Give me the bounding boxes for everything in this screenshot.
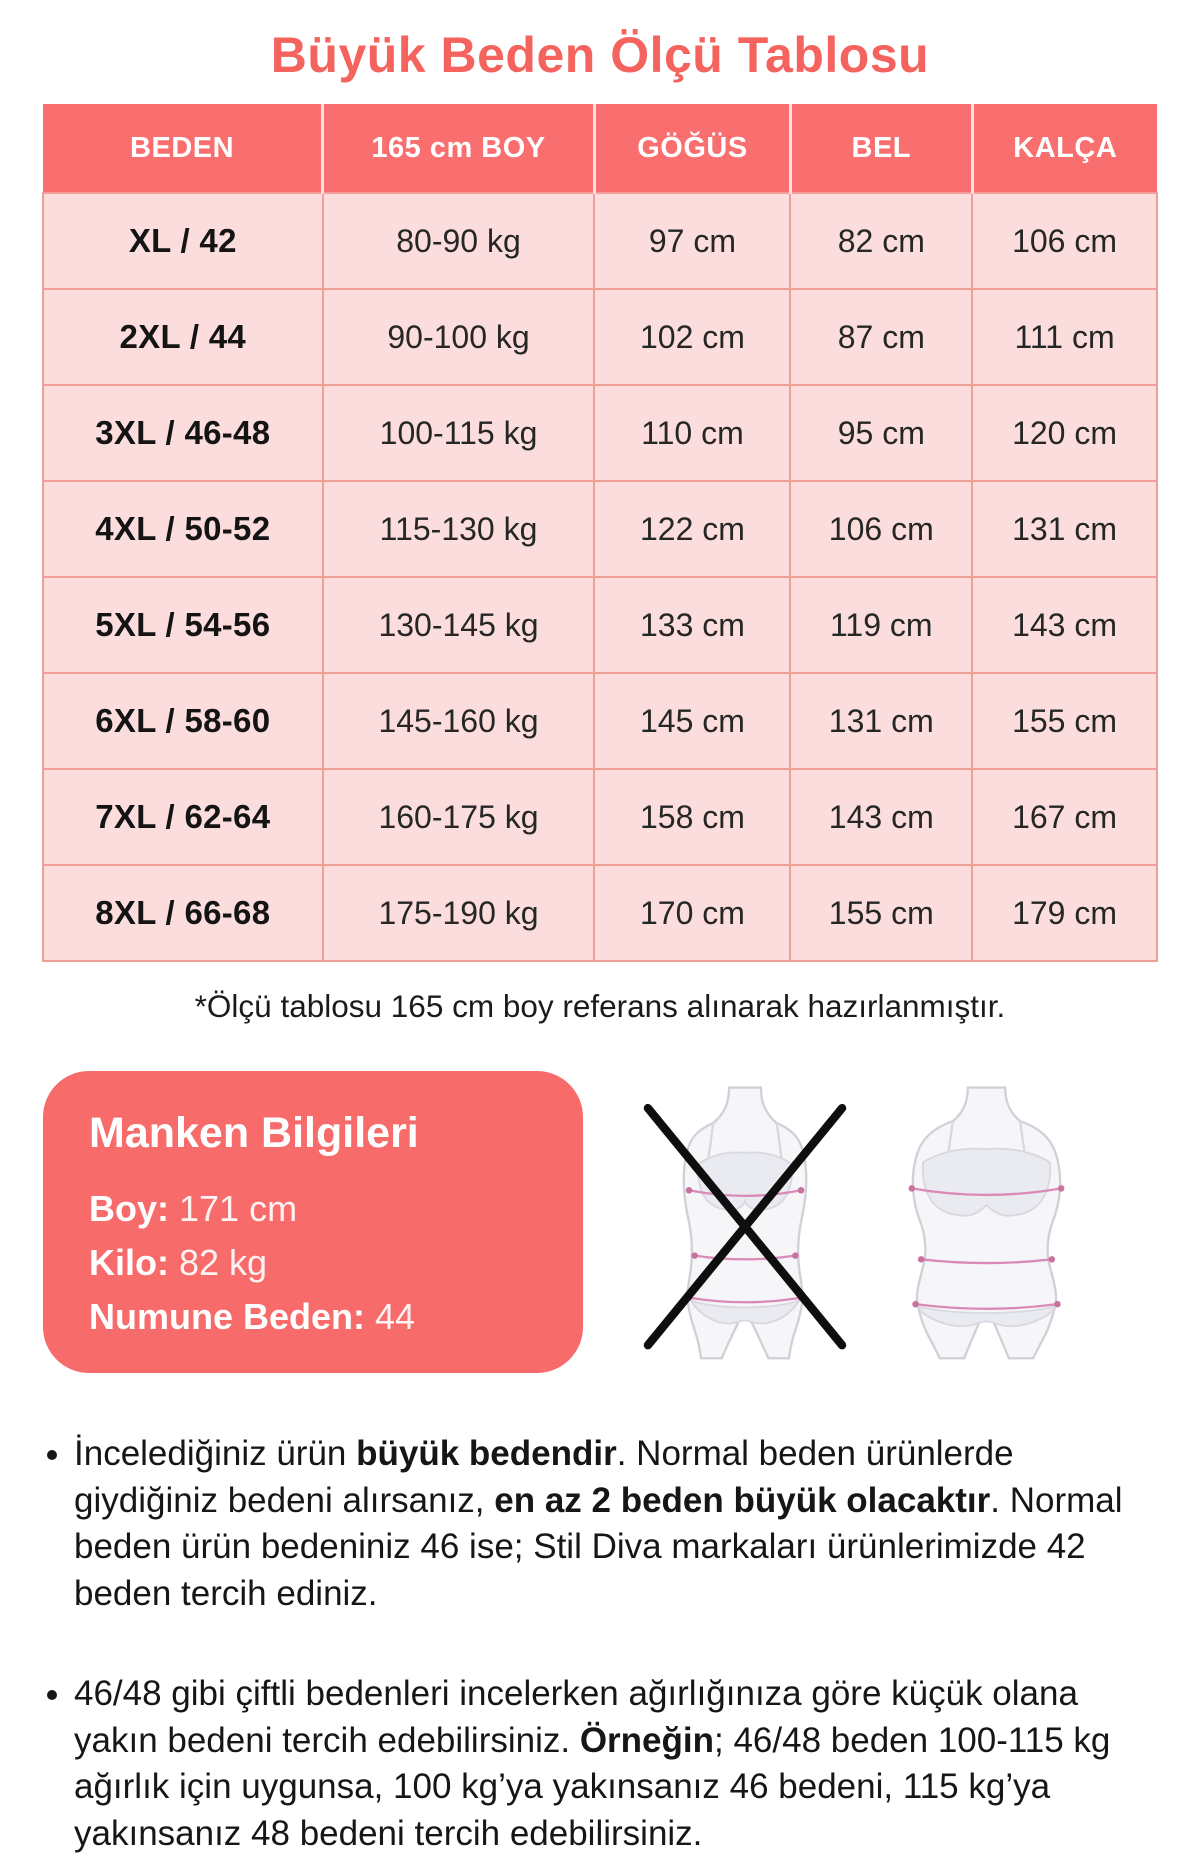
table-footnote: *Ölçü tablosu 165 cm boy referans alınarak hazırlanmıştır.: [194, 988, 1006, 1024]
cell-boy: 115-130 kg: [323, 481, 595, 577]
cell-boy: 130-145 kg: [323, 577, 595, 673]
note-item-double-size: [74, 1671, 1156, 1857]
cell-kalca: 167 cm: [972, 769, 1157, 865]
table-row: [43, 193, 1157, 289]
col-header-boy: 165 cm BOY: [323, 104, 595, 193]
cell-boy: 145-160 kg: [323, 673, 595, 769]
cell-bel: 155 cm: [790, 865, 972, 961]
col-header-kalca: KALÇA: [972, 104, 1157, 193]
plus-size-body-icon: [874, 1082, 1099, 1362]
cell-bel: 143 cm: [790, 769, 972, 865]
note-segment: 46/48 gibi çiftli bedenleri incelerken ağırlığınıza göre küçük olana yakın bedeni tercih edebilirsiniz.: [74, 1674, 1078, 1760]
model-height-value: 171 cm: [179, 1188, 298, 1229]
cell-bel: 106 cm: [790, 481, 972, 577]
cell-kalca: 120 cm: [972, 385, 1157, 481]
note-segment: . Normal beden ürün bedeniniz 46 ise; Stil Diva markaları ürünlerimizde 42 beden tercih ediniz.: [74, 1480, 1123, 1613]
cell-gogus: 102 cm: [594, 289, 790, 385]
note-segment: . Normal beden ürünlerde giydiğiniz bedeni alırsanız,: [74, 1434, 1014, 1520]
model-sample-size-value: 44: [375, 1296, 416, 1337]
cell-beden: 3XL / 46-48: [43, 385, 323, 481]
cell-bel: 131 cm: [790, 673, 972, 769]
cell-kalca: 179 cm: [972, 865, 1157, 961]
cell-kalca: 106 cm: [972, 193, 1157, 289]
model-info-card: [43, 1071, 583, 1373]
size-table-header: [43, 104, 1157, 193]
cell-boy: 90-100 kg: [323, 289, 595, 385]
cell-beden: 2XL / 44: [43, 289, 323, 385]
size-table-body: [43, 193, 1157, 961]
measurement-figures: [583, 1082, 1157, 1362]
col-header-beden: BEDEN: [43, 104, 323, 193]
cell-kalca: 111 cm: [972, 289, 1157, 385]
cell-boy: 80-90 kg: [323, 193, 595, 289]
model-info-title: Manken Bilgileri: [89, 1109, 419, 1157]
note-segment-bold: Örneğin: [579, 1720, 715, 1760]
table-row: [43, 769, 1157, 865]
cell-gogus: 97 cm: [594, 193, 790, 289]
cell-kalca: 143 cm: [972, 577, 1157, 673]
note-segment: İncelediğiniz ürün: [74, 1434, 357, 1473]
model-sample-size-label: Numune Beden:: [89, 1296, 366, 1337]
cell-bel: 87 cm: [790, 289, 972, 385]
page-title: Büyük Beden Ölçü Tablosu: [270, 27, 930, 83]
table-row: [43, 385, 1157, 481]
col-header-gogus: GÖĞÜS: [594, 104, 790, 193]
table-row: [43, 673, 1157, 769]
model-height-label: Boy:: [89, 1188, 169, 1229]
note-item-plus-size: [74, 1431, 1156, 1617]
model-weight-value: 82 kg: [179, 1242, 268, 1283]
size-table: [42, 104, 1158, 962]
cell-gogus: 145 cm: [594, 673, 790, 769]
cell-bel: 82 cm: [790, 193, 972, 289]
cell-beden: XL / 42: [43, 193, 323, 289]
cell-beden: 5XL / 54-56: [43, 577, 323, 673]
table-row: [43, 289, 1157, 385]
note-segment-bold: en az 2 beden büyük olacaktır: [494, 1480, 991, 1520]
table-row: [43, 865, 1157, 961]
cell-gogus: 133 cm: [594, 577, 790, 673]
cell-boy: 160-175 kg: [323, 769, 595, 865]
cell-beden: 7XL / 62-64: [43, 769, 323, 865]
cell-gogus: 110 cm: [594, 385, 790, 481]
note-segment: ; 46/48 beden 100-115 kg ağırlık için uygunsa, 100 kg’ya yakınsanız 46 bedeni, 115 kg’ya yakınsanız 48 bedeni tercih edebilirsiniz.: [74, 1720, 1111, 1853]
cell-boy: 100-115 kg: [323, 385, 595, 481]
table-row: [43, 481, 1157, 577]
cell-beden: 4XL / 50-52: [43, 481, 323, 577]
col-header-bel: BEL: [790, 104, 972, 193]
cell-gogus: 158 cm: [594, 769, 790, 865]
cell-boy: 175-190 kg: [323, 865, 595, 961]
model-weight-line: [89, 1236, 563, 1290]
model-height-line: [89, 1182, 563, 1236]
cell-gogus: 122 cm: [594, 481, 790, 577]
model-sample-size-line: [89, 1290, 563, 1344]
model-info-section: [43, 1071, 1157, 1373]
cell-bel: 119 cm: [790, 577, 972, 673]
header-row: [43, 104, 1157, 193]
note-segment-bold: büyük bedendir: [356, 1434, 617, 1473]
cell-gogus: 170 cm: [594, 865, 790, 961]
cell-bel: 95 cm: [790, 385, 972, 481]
cell-beden: 6XL / 58-60: [43, 673, 323, 769]
cell-kalca: 131 cm: [972, 481, 1157, 577]
model-weight-label: Kilo:: [89, 1242, 169, 1283]
notes-list: [0, 1431, 1200, 1857]
table-row: [43, 577, 1157, 673]
crossed-out-slim-body-icon: [642, 1082, 848, 1362]
cell-kalca: 155 cm: [972, 673, 1157, 769]
cell-beden: 8XL / 66-68: [43, 865, 323, 961]
